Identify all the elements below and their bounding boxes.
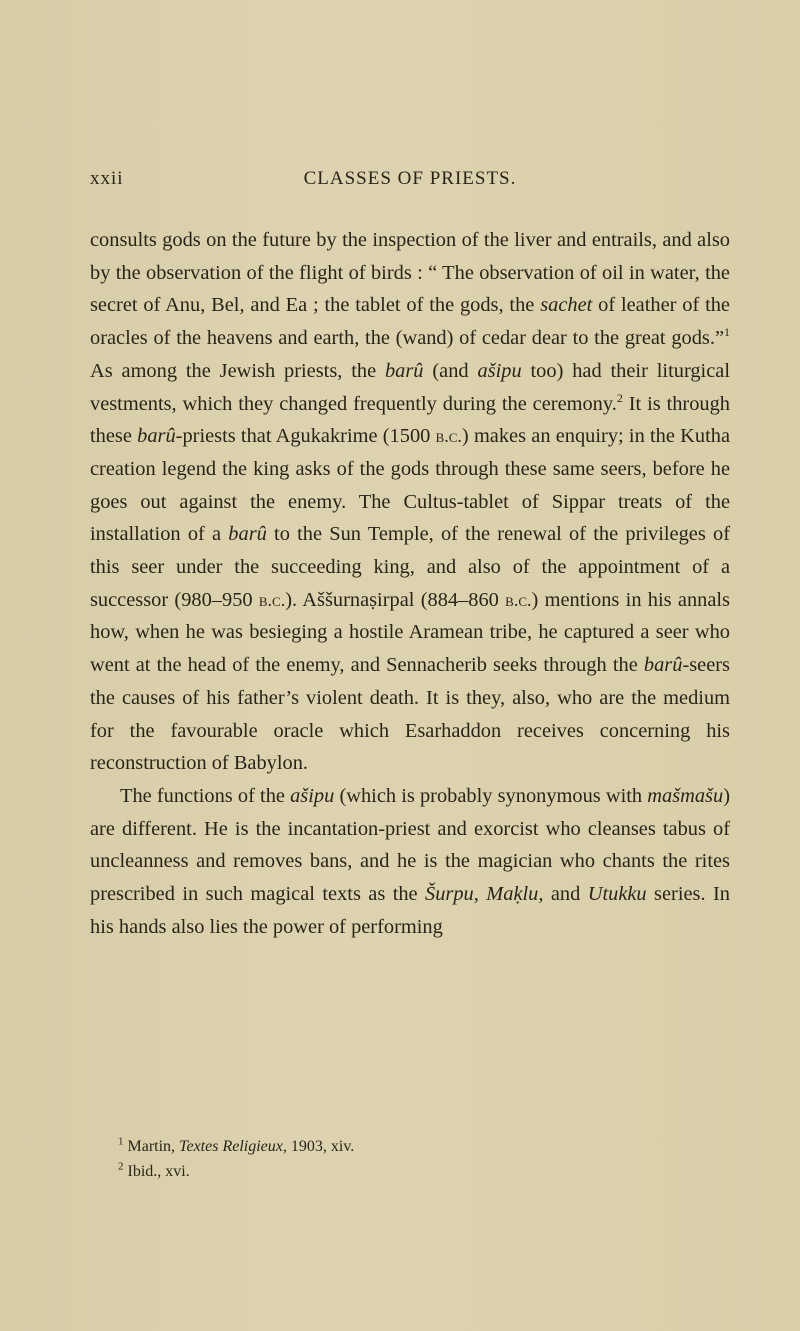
paragraph: [90, 224, 730, 780]
small-caps-text: b.c.: [505, 589, 532, 610]
text-run: of leather of the oracles of the heavens and earth, the (wand) of cedar dear to the great gods.”: [90, 294, 730, 350]
text-run: series. In his hands also lies the power of performing: [90, 883, 730, 938]
text-run: too) had their liturgical vestments, which they changed frequently during the ceremony.: [90, 359, 730, 415]
text-run: and: [543, 883, 588, 906]
footnote-number: 2: [118, 1160, 124, 1173]
text-run: -seers the causes of his father’s violent death. It is they, also, who are the medium for the favourable oracle which Esarhaddon receives concerning his reconstruction of Babylon.: [90, 654, 730, 775]
text-run: ) are different. He is the incantation-priest and exorcist who cleanses tabus of uncleanness and removes bans, and he is the magician who chants the rites prescribed in such magical texts as the: [90, 784, 730, 906]
italic-text: Šurpu, Maḳlu,: [425, 883, 544, 906]
italic-text: barû: [137, 425, 176, 448]
italic-text: sachet: [540, 294, 593, 317]
page-number: xxii: [90, 168, 124, 189]
footnote-ref: 1: [724, 325, 730, 340]
text-run: ) makes an enquiry; in the Kutha creation legend the king asks of the gods through these same seers, before he goes out against the enemy. The Cultus-tablet of Sippar treats of the installation of a: [90, 425, 730, 546]
italic-text: Textes Religieux,: [179, 1138, 287, 1155]
running-header: [90, 168, 730, 192]
italic-text: Utukku: [587, 883, 647, 906]
text-run: 1903, xiv.: [286, 1138, 355, 1155]
small-caps-text: b.c.: [435, 426, 462, 447]
italic-text: barû: [384, 359, 424, 382]
text-run: to the Sun Temple, of the renewal of the privileges of this seer under the succeeding king, and also of the appointment of a successor (980–950: [90, 523, 730, 611]
text-run: -priests that Agukakrime (1500: [175, 425, 436, 448]
small-caps-text: b.c.: [258, 589, 286, 610]
footnote-number: 1: [118, 1135, 124, 1148]
body-text: [90, 224, 730, 943]
italic-text: ašipu: [290, 784, 335, 807]
text-run: It is through these: [90, 392, 730, 448]
text-run: The functions of the: [120, 784, 291, 807]
text-run: (and: [423, 359, 478, 382]
text-run: Ibid., xvi.: [127, 1163, 190, 1180]
footnote: [118, 1134, 718, 1159]
italic-text: barû: [228, 523, 267, 546]
footnotes: [118, 1134, 718, 1184]
paragraph: [90, 780, 730, 944]
text-run: Martin,: [127, 1138, 180, 1155]
text-run: ) mentions in his annals how, when he was besieging a hostile Aramean tribe, he captured a seer who went at the head of the enemy, and Sennacherib seeks through the: [90, 588, 730, 677]
italic-text: ašipu: [477, 359, 522, 382]
text-run: consults gods on the future by the inspection of the liver and entrails, and also by the observation of the flight of birds : “ The observation of oil in water, the secret of Anu, Bel, and Ea ; the tablet of the gods, the: [90, 229, 730, 317]
italic-text: mašmašu: [647, 784, 724, 807]
running-title: CLASSES OF PRIESTS.: [303, 168, 517, 189]
italic-text: barû: [643, 654, 683, 677]
text-run: (which is probably synonymous with: [334, 784, 648, 807]
text-run: As among the Jewish priests, the: [90, 359, 385, 382]
footnote: [118, 1159, 718, 1184]
text-run: ). Aššurnaṣirpal (884–860: [285, 588, 506, 611]
footnote-ref: 2: [616, 390, 623, 405]
